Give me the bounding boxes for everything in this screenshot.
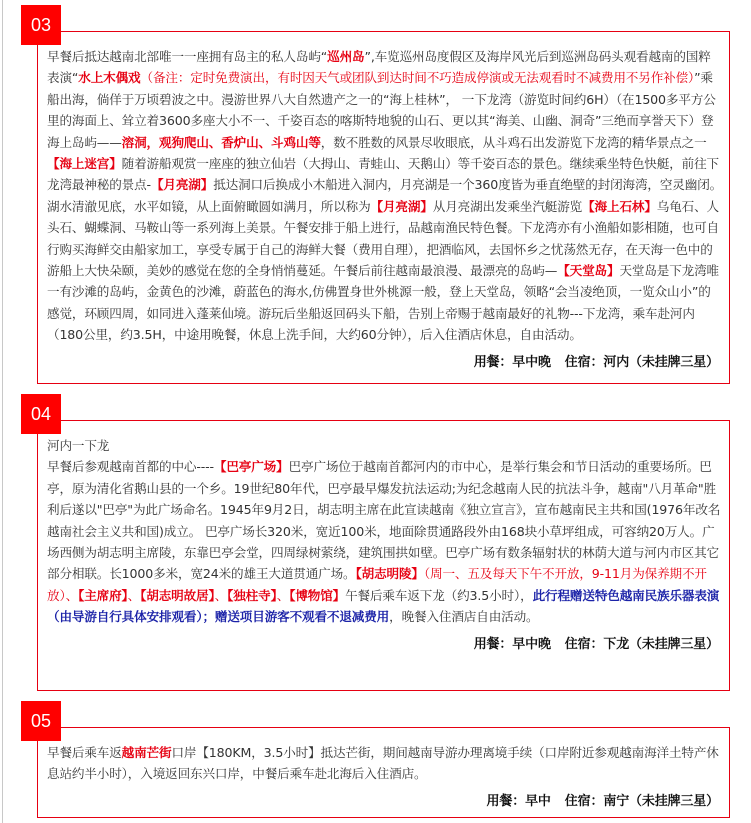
highlight-place: 【月亮湖】 [370, 198, 433, 214]
day-route: 河内一下龙 [47, 438, 110, 453]
meals-info: 用餐：早中 [486, 793, 551, 809]
highlight-place: 【独柱寺】 [227, 587, 277, 603]
day-content [47, 435, 723, 655]
day-content [47, 742, 723, 812]
day-content [47, 46, 723, 373]
note-text: （周一、五及每天下午不开放，9-11月为保养期不开放） [47, 566, 707, 603]
day-meals-hotel [47, 791, 723, 812]
highlight-show: 水上木偶戏 [78, 70, 141, 86]
highlight-place: 【胡志明陵】 [355, 566, 424, 582]
highlight-place: 【海上迷宫】 [47, 156, 122, 172]
day-meals-hotel [47, 352, 723, 373]
hotel-info: 住宿：南宁（未挂牌三星） [564, 793, 719, 809]
hotel-info: 住宿：河内（未挂牌三星） [564, 354, 719, 370]
highlight-place: 越南芒街 [121, 745, 172, 760]
note-text: （备注：定时免费演出，有时因天气或团队到达时间不巧造成停演或无法观看时不减费用不另作补偿） [140, 70, 695, 86]
day-meals-hotel [47, 634, 723, 655]
highlight-place: 【天堂岛】 [557, 263, 620, 279]
highlight-place: 【胡志明故居】 [140, 587, 215, 603]
highlight-place: 【月亮湖】 [150, 177, 214, 193]
page-left-rule [2, 0, 3, 823]
highlight-place: 【主席府】 [78, 587, 128, 603]
day-description: 早餐后参观越南首都的中心----【巴亭广场】巴亭广场位于越南首都河内的市中心，是举行集会和节日活动的重要场所。巴亭，原为清化省鹅山县的一个乡。19世纪80年代，巴亭最早爆发抗法运动;为纪念越南人民的抗法斗争，越南"八月革命"胜利后遂以"巴亭"为此广场命名。1945年9月2日，胡志明主席在此宣读越南《独立宣言》，宣布越南民主共和国(1976年改名越南社会主义共和国)成立。 巴亭广场长320米，宽近100米，地面除贯通路段外由168块小草坪组成，可容纳20万人。广场西侧为胡志明主席陵，东靠巴亭会堂，四周绿树萦绕，建筑围拱如壁。巴亭广场有数条辐射状的林荫大道与河内市区其它部分相联。长1000多米，宽24米的雄王大道贯通广场。【胡志明陵】（周一、五及每天下午不开放，9-11月为保养期不开放）、【主席府】、【胡志明故居】、【独柱寺】、【博物馆】午餐后乘车返下龙（约3.5小时），此行程赠送特色越南民族乐器表演（由导游自行具体安排观看）；赠送项目游客不观看不退减费用，晚餐入住酒店自由活动。 [47, 459, 721, 625]
hotel-info: 住宿：下龙（未挂牌三星） [564, 636, 719, 652]
highlight-sights: 溶洞，观狗爬山、香炉山、斗鸡山等 [121, 134, 321, 150]
meals-info: 用餐：早中晚 [473, 354, 551, 370]
highlight-place: 【巴亭广场】 [213, 459, 289, 475]
highlight-place: 【海上石林】 [582, 198, 657, 214]
day-number-badge: 05 [21, 701, 61, 741]
highlight-place: 巡州岛 [327, 49, 365, 64]
day-description: 早餐后抵达越南北部唯一一座拥有岛主的私人岛屿“巡州岛”,车览巡州岛度假区及海岸风光后到巡洲岛码头观看越南的国粹表演“水上木偶戏（备注：定时免费演出，有时因天气或团队到达时间不巧造成停演或无法观看时不减费用不另作补偿）”乘船出海，倘佯于万顷碧波之中。漫游世界八大自然遗产之一的“海上桂林”， 一下龙湾（游览时间约6H）（在1500多平方公里的海面上、耸立着3600多座大小不一、千姿百态的喀斯特地貌的山石、更以其“海美、山幽、洞奇”三绝而享誉天下）登海上岛屿——溶洞，观狗爬山、香炉山、斗鸡山等，数不胜数的风景尽收眼底，从斗鸡石出发游览下龙湾的精华景点之一【海上迷宫】随着游船观赏一座座的独立仙岩（大拇山、青蛙山、天鹅山）等千姿百态的景色。继续乘坐特色快艇，前往下龙湾最神秘的景点-【月亮湖】抵达洞口后换成小木船进入洞内，月亮湖是一个360度皆为垂直绝壁的封闭海湾，空灵幽闭。湖水清澈见底，水平如镜，从上面俯瞰圆如满月，所以称为【月亮湖】从月亮湖出发乘坐汽艇游览【海上石林】乌龟石、人头石、蝴蝶洞、马鞍山等一系列海上美景。午餐安排于船上进行，品越南渔民特色餐。下龙湾亦有小渔船如影相随，也可自行购买海鲜交由船家加工，享受专属于自己的海鲜大餐（费用自理），把酒临风，去国怀乡之忧荡然无存，在天海一色中的游船上大快朵颐，美妙的感觉在您的全身悄悄蔓延。午餐后前往越南最浪漫、最漂亮的岛屿—【天堂岛】天堂岛是下龙湾唯一有沙滩的岛屿，金黄色的沙滩，蔚蓝色的海水,仿佛置身世外桃源一般，登上天堂岛，领略“会当凌绝顶，一览众山小”的感觉，环顾四周，如同进入蓬莱仙境。游玩后坐船返回码头下船，告别上帝赐于越南最好的礼物---下龙湾，乘车赴河内（180公里，约3.5H，中途用晚餐，休息上洗手间，大约60分钟），后入住酒店休息，自由活动。 [47, 49, 723, 343]
day-number-badge: 04 [21, 394, 61, 434]
day-number-badge: 03 [21, 5, 61, 45]
meals-info: 用餐：早中晚 [473, 636, 551, 652]
day-description: 早餐后乘车返越南芒街口岸【180KM，3.5小时】抵达芒街，期间越南导游办理离境手续（口岸附近参观越南海洋土特产休息站约半小时），入境返回东兴口岸，中餐后乘车赴北海后入住酒店。 [47, 745, 719, 782]
highlight-place: 【博物馆】 [289, 587, 346, 603]
gift-notice: 此行程赠送特色越南民族乐器表演（由导游自行具体安排观看）；赠送项目游客不观看不退减费用 [47, 587, 720, 625]
